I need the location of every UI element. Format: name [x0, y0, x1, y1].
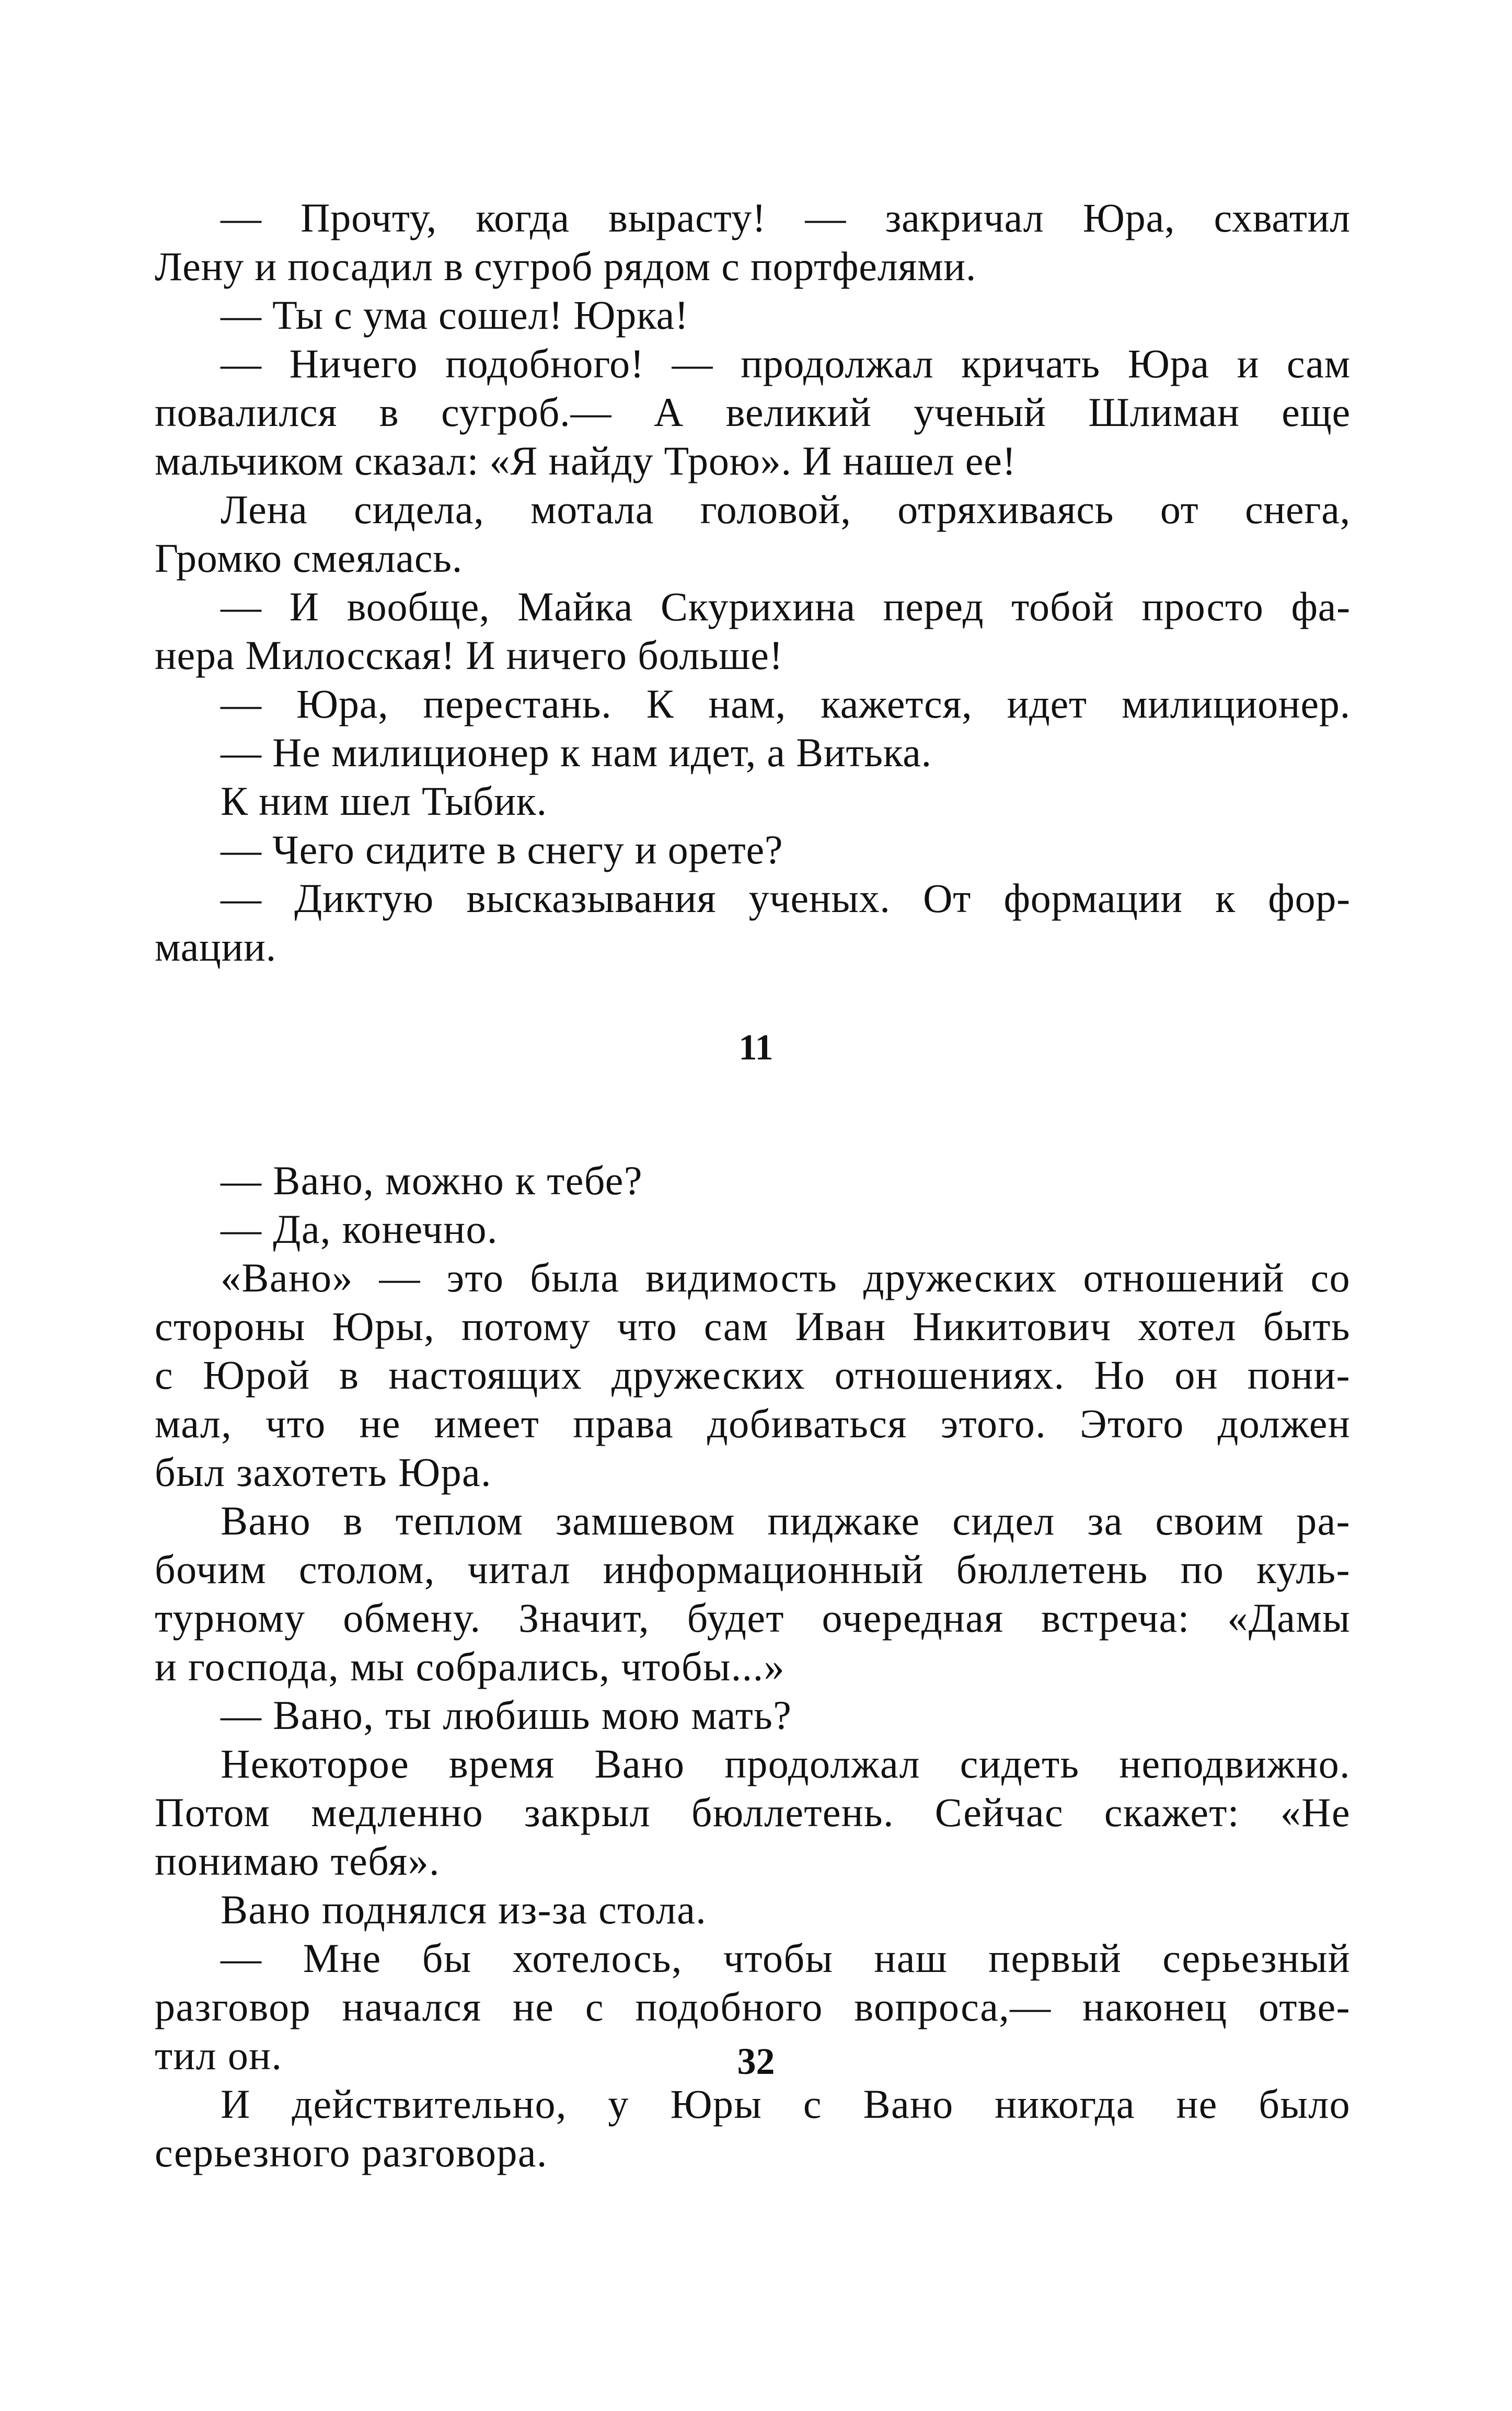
text-line: — Вано, можно к тебе? — [221, 1158, 643, 1203]
text-line: — Прочту, когда вырасту! — закричал Юра, схватил — [221, 195, 1351, 240]
text-line: мальчиком сказал: «Я найду Трою». И нашел ее! — [155, 438, 1017, 483]
text-line: повалился в сугроб.— А великий ученый Шлиман еще — [155, 389, 1351, 435]
text-line: Лену и посадил в сугроб рядом с портфелями. — [155, 244, 977, 289]
text-line: — Ты с ума сошел! Юрка! — [221, 292, 689, 338]
text-line: и господа, мы собрались, чтобы...» — [155, 1644, 785, 1689]
text-block-bottom — [155, 1156, 1351, 2177]
text-line: — Вано, ты любишь мою мать? — [221, 1692, 792, 1738]
text-line: — Да, конечно. — [221, 1206, 498, 1252]
text-line: Некоторое время Вано продолжал сидеть неподвижно. — [221, 1741, 1351, 1786]
text-line: с Юрой в настоящих дружеских отношениях. Но он пони- — [155, 1352, 1351, 1398]
text-line: Лена сидела, мотала головой, отряхиваясь от снега, — [221, 487, 1351, 532]
text-line: К ним шел Тыбик. — [221, 778, 547, 824]
text-line: турному обмену. Значит, будет очередная встреча: «Дамы — [155, 1595, 1351, 1641]
text-line: Потом медленно закрыл бюллетень. Сейчас скажет: «Не — [155, 1790, 1351, 1835]
chapter-number: 11 — [738, 1028, 774, 1068]
text-line: — Не милиционер к нам идет, а Витька. — [221, 730, 932, 775]
text-line: — Ничего подобного! — продолжал кричать Юра и сам — [221, 341, 1351, 386]
page-number: 32 — [737, 2040, 775, 2082]
text-line: понимаю тебя». — [155, 1838, 440, 1884]
text-line: стороны Юры, потому что сам Иван Никитович хотел быть — [155, 1303, 1351, 1349]
text-line: мал, что не имеет права добиваться этого. Этого должен — [155, 1401, 1351, 1446]
text-line: серьезного разговора. — [155, 2130, 548, 2175]
text-line: был захотеть Юра. — [155, 1449, 492, 1495]
text-line: Вано поднялся из-за стола. — [221, 1887, 707, 1932]
text-line: тил он. — [155, 2033, 283, 2078]
text-line: Громко смеялась. — [155, 535, 463, 581]
text-line: И действительно, у Юры с Вано никогда не было — [221, 2081, 1351, 2127]
text-line: — Диктую высказывания ученых. От формации к фор- — [221, 875, 1351, 921]
text-line: — Юра, перестань. К нам, кажется, идет милиционер. — [221, 681, 1351, 726]
text-line: нера Милосская! И ничего больше! — [155, 632, 783, 678]
text-line: разговор начался не с подобного вопроса,— наконец отве- — [155, 1984, 1351, 2029]
text-block-top — [155, 193, 1351, 971]
text-line: — Мне бы хотелось, чтобы наш первый серьезный — [221, 1935, 1351, 1981]
text-line: мации. — [155, 924, 276, 970]
text-line: Вано в теплом замшевом пиджаке сидел за своим ра- — [221, 1498, 1351, 1543]
text-line: «Вано» — это была видимость дружеских отношений со — [221, 1255, 1351, 1300]
text-line: — Чего сидите в снегу и орете? — [221, 827, 783, 872]
text-line: бочим столом, читал информационный бюллетень по куль- — [155, 1547, 1351, 1592]
text-line: — И вообще, Майка Скурихина перед тобой просто фа- — [221, 584, 1351, 629]
